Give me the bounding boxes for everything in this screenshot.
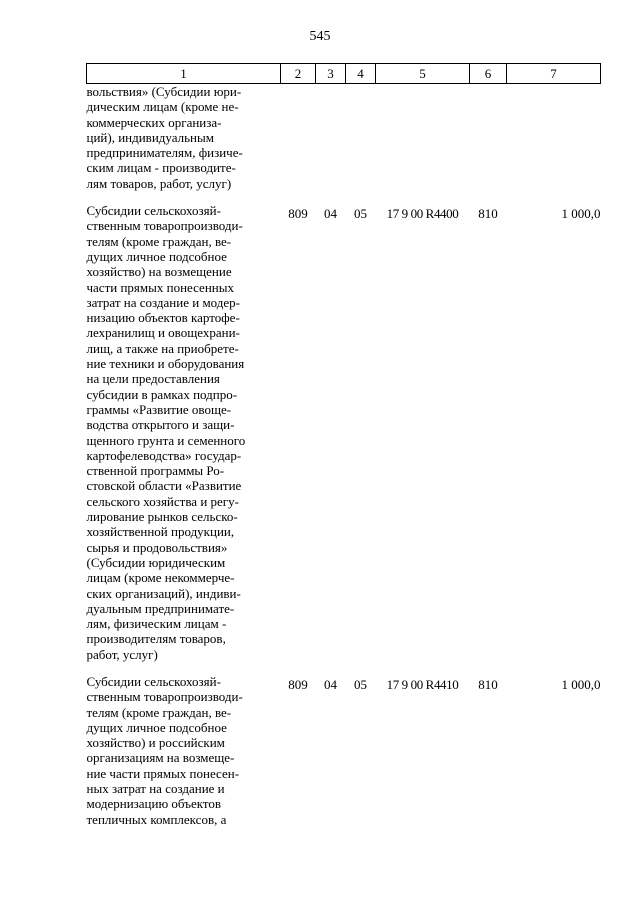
description-line: телям (кроме граждан, ве- — [86, 233, 232, 249]
budget-table — [86, 63, 601, 827]
description-line: части прямых понесенных — [86, 279, 234, 295]
description-line: низацию объектов картофе- — [86, 310, 240, 326]
description-line: (Субсидии юридическим — [86, 554, 226, 570]
header-col-4: 4 — [346, 64, 376, 84]
description-line: стовской области «Развитие — [86, 478, 242, 494]
table-row — [87, 674, 601, 827]
description-line: лям товаров, работ, услуг) — [86, 175, 232, 191]
description-line: Субсидии сельскохозяй- — [86, 203, 221, 219]
amount-value: 1 000,0 — [561, 206, 601, 222]
continuation-row — [87, 84, 601, 192]
description-line: ций), индивидуальным — [86, 129, 214, 145]
description-line: работ, услуг) — [86, 646, 158, 662]
table-row — [87, 203, 601, 662]
description-line: сельского хозяйства и регу- — [86, 493, 239, 509]
header-col-3: 3 — [316, 64, 346, 84]
description-line: щенного грунта и семенного — [86, 432, 246, 448]
expense-type-code: 810 — [478, 206, 498, 222]
amount-value: 1 000,0 — [561, 676, 601, 692]
description-line: ственной программы Ро- — [86, 463, 225, 479]
description-line: лехранилищ и овощехрани- — [86, 325, 240, 341]
ministry-code: 809 — [288, 206, 308, 222]
description-line: граммы «Развитие овоще- — [86, 401, 232, 417]
description-line: дуальным предпринимате- — [86, 600, 235, 616]
continuation-description — [87, 84, 281, 192]
description-line: ственным товаропроизводи- — [86, 689, 243, 705]
description-line: лищ, а также на приобрете- — [86, 340, 239, 356]
section-code: 04 — [324, 676, 337, 692]
description-line: коммерческих организа- — [86, 114, 222, 130]
description-line: ние части прямых понесен- — [86, 765, 240, 781]
description-line: субсидии в рамках подпро- — [86, 386, 238, 402]
description-line: хозяйство) и российским — [86, 735, 225, 751]
ministry-code: 809 — [288, 676, 308, 692]
target-article-code: 17 9 00 R4410 — [386, 676, 459, 692]
expense-type-code: 810 — [478, 676, 498, 692]
description-line: затрат на создание и модер- — [86, 294, 241, 310]
description-line: дущих личное подсобное — [86, 719, 227, 735]
subsection-code: 05 — [354, 676, 367, 692]
section-code: 04 — [324, 206, 337, 222]
description-line: ским лицам - производите- — [86, 160, 236, 176]
description-line: лицам (кроме некоммерче- — [86, 570, 235, 586]
description-line: сырья и продовольствия» — [86, 539, 228, 555]
row-description — [87, 203, 281, 662]
description-line: телям (кроме граждан, ве- — [86, 704, 232, 720]
description-line: вольствия» (Субсидии юри- — [86, 84, 242, 99]
row-description — [87, 674, 281, 827]
header-col-2: 2 — [281, 64, 316, 84]
subsection-code: 05 — [354, 206, 367, 222]
description-line: модернизацию объектов — [86, 796, 222, 812]
description-line: дущих личное подсобное — [86, 248, 227, 264]
description-line: хозяйственной продукции, — [86, 524, 235, 540]
description-line: картофелеводства» государ- — [86, 447, 242, 463]
description-line: тепличных комплексов, а — [86, 811, 227, 827]
description-line: ских организаций), индиви- — [86, 585, 241, 601]
header-col-7: 7 — [507, 64, 601, 84]
description-line: предпринимателям, физиче- — [86, 145, 243, 161]
description-line: на цели предоставления — [86, 371, 220, 387]
description-line: хозяйство) на возмещение — [86, 264, 232, 280]
description-line: организациям на возмеще- — [86, 750, 235, 766]
description-line: Субсидии сельскохозяй- — [86, 673, 221, 689]
page-number: 545 — [309, 29, 331, 44]
target-article-code: 17 9 00 R4400 — [386, 206, 459, 222]
description-line: дическим лицам (кроме не- — [86, 99, 239, 115]
description-line: производителям товаров, — [86, 631, 226, 647]
description-line: водства открытого и защи- — [86, 417, 235, 433]
description-line: ственным товаропроизводи- — [86, 218, 243, 234]
description-line: лям, физическим лицам - — [86, 616, 227, 632]
description-line: ных затрат на создание и — [86, 781, 225, 797]
header-row — [87, 64, 601, 84]
header-col-6: 6 — [470, 64, 507, 84]
description-line: лирование рынков сельско- — [86, 509, 238, 525]
header-col-5: 5 — [376, 64, 470, 84]
header-col-1: 1 — [87, 64, 281, 84]
description-line: ние техники и оборудования — [86, 356, 245, 372]
